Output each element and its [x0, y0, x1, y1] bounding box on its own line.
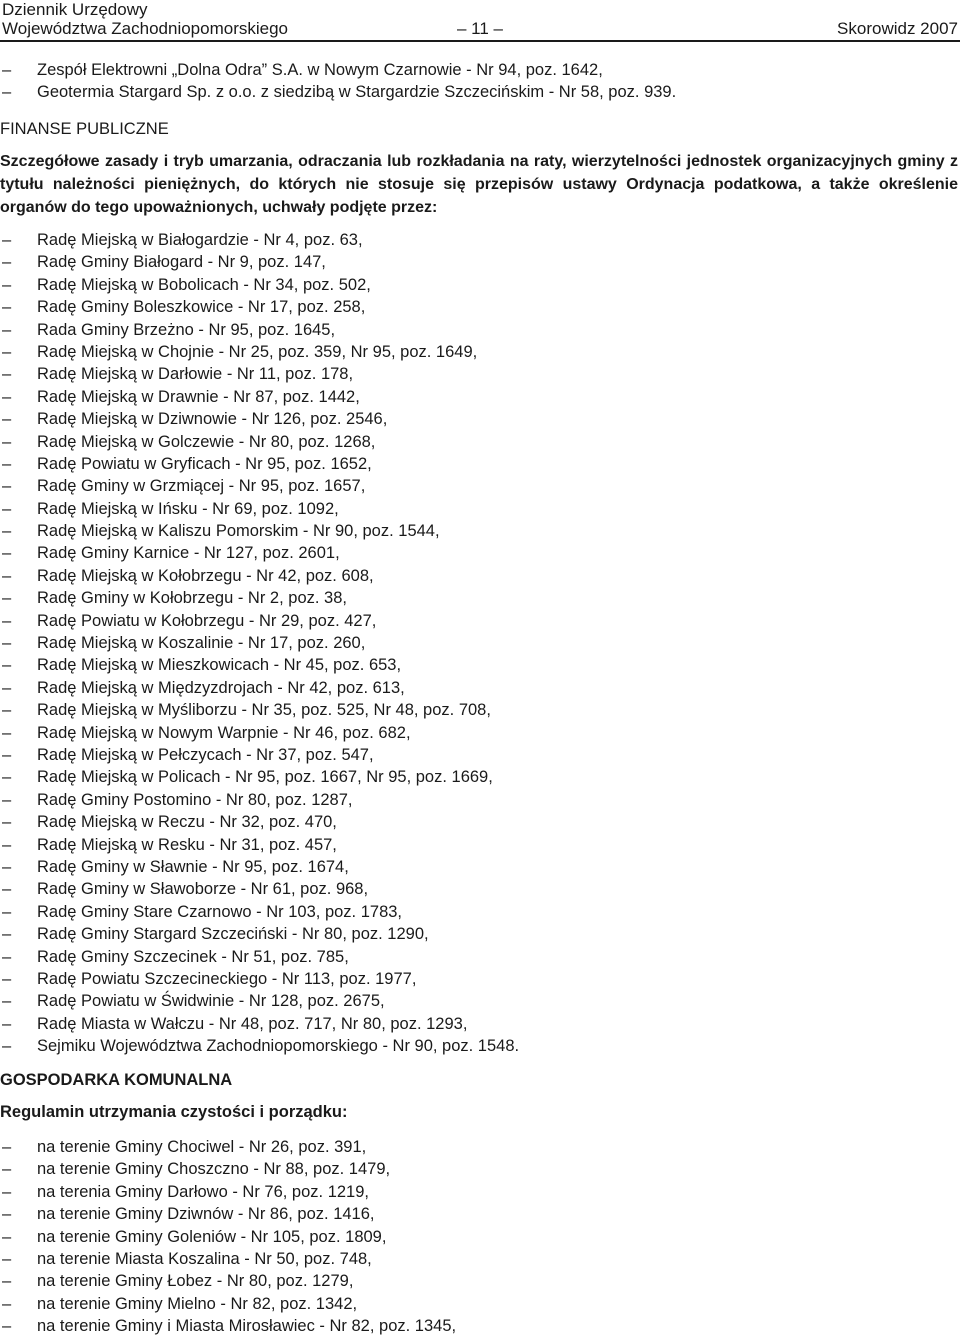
list-item-text: na terenie Gminy Mielno - Nr 82, poz. 1342, [37, 1294, 358, 1313]
dash-bullet: – [2, 253, 12, 272]
dash-bullet: – [2, 83, 12, 102]
section-title-finanse: FINANSE PUBLICZNE [0, 120, 169, 138]
dash-bullet: – [2, 947, 12, 966]
finanse-paragraph-block [0, 150, 960, 219]
gospodarka-list-block [0, 1136, 960, 1338]
page-number: – 11 – [456, 19, 503, 38]
list-item [0, 654, 960, 676]
list-item [0, 386, 960, 408]
list-item-text: na terenie Gminy Choszczno - Nr 88, poz. 1479, [37, 1160, 391, 1179]
dash-bullet: – [2, 298, 12, 317]
dash-bullet: – [2, 678, 12, 697]
list-item [0, 1181, 960, 1203]
dash-bullet: – [2, 499, 12, 518]
list-item [0, 901, 960, 923]
list-item [0, 856, 960, 878]
list-item [0, 722, 960, 744]
dash-bullet: – [2, 320, 12, 339]
list-item [0, 59, 960, 81]
region-title: Województwa Zachodniopomorskiego [2, 19, 289, 38]
dash-bullet: – [2, 275, 12, 294]
index-title: Skorowidz 2007 [837, 19, 958, 38]
dash-bullet: – [2, 522, 12, 541]
list-item [0, 610, 960, 632]
list-item [0, 1158, 960, 1180]
finanse-paragraph: Szczegółowe zasady i tryb umarzania, odraczania lub rozkładania na raty, wierzytelności jednostek organizacyjnych gminy z tytułu należności pieniężnych, do których nie stosuje się przepisów ustawy Ordynacja podatkowa, a także określenie organów do tego upoważnionych, uchwały podjęte przez: [0, 153, 958, 216]
dash-bullet: – [2, 857, 12, 876]
intro-list [0, 59, 960, 104]
list-item-text: Zespół Elektrowni „Dolna Odra” S.A. w Nowym Czarnowie - Nr 94, poz. 1642, [37, 61, 603, 79]
list-item [0, 363, 960, 385]
list-item-text: Radę Miejską w Kołobrzegu - Nr 42, poz. 608, [37, 566, 374, 585]
list-item-text: na terenie Gminy Goleniów - Nr 105, poz. 1809, [37, 1227, 387, 1246]
list-item-text: Radę Miejską w Białogardzie - Nr 4, poz. 63, [37, 231, 363, 249]
dash-bullet: – [2, 835, 12, 854]
list-item [0, 878, 960, 900]
dash-bullet: – [2, 1227, 12, 1246]
dash-bullet: – [2, 1160, 12, 1179]
dash-bullet: – [2, 634, 12, 653]
dash-bullet: – [2, 1205, 12, 1224]
list-item [0, 81, 960, 103]
list-item-text: Radę Miejską w Nowym Warpnie - Nr 46, poz. 682, [37, 723, 411, 742]
list-item-text: Radę Gminy Białogard - Nr 9, poz. 147, [37, 253, 326, 272]
list-item-text: Radę Powiatu Szczecineckiego - Nr 113, poz. 1977, [37, 969, 417, 988]
list-item [0, 1035, 960, 1057]
list-item [0, 1315, 960, 1337]
list-item [0, 766, 960, 788]
dash-bullet: – [2, 790, 12, 809]
dash-bullet: – [2, 723, 12, 742]
list-item [0, 498, 960, 520]
list-item-text: Radę Gminy w Kołobrzegu - Nr 2, poz. 38, [37, 589, 347, 608]
list-item-text: Radę Miejską w Ińsku - Nr 69, poz. 1092, [37, 499, 339, 518]
finanse-list [0, 229, 960, 1057]
list-item [0, 453, 960, 475]
list-item [0, 968, 960, 990]
gospodarka-subtitle-block [0, 1101, 960, 1123]
dash-bullet: – [2, 387, 12, 406]
dash-bullet: – [2, 880, 12, 899]
list-item-text: Radę Gminy Postomino - Nr 80, poz. 1287, [37, 790, 353, 809]
list-item [0, 229, 960, 251]
list-item [0, 520, 960, 542]
list-item [0, 789, 960, 811]
list-item [0, 923, 960, 945]
dash-bullet: – [2, 566, 12, 585]
list-item-text: Radę Miejską w Międzyzdrojach - Nr 42, poz. 613, [37, 678, 405, 697]
list-item-text: Sejmiku Województwa Zachodniopomorskiego - Nr 90, poz. 1548. [37, 1037, 520, 1056]
dash-bullet: – [2, 432, 12, 451]
section-title-gospodarka: GOSPODARKA KOMUNALNA [0, 1071, 233, 1089]
dash-bullet: – [2, 1317, 12, 1336]
finanse-list-block [0, 229, 960, 1057]
list-item [0, 274, 960, 296]
dash-bullet: – [2, 544, 12, 563]
dash-bullet: – [2, 365, 12, 384]
dash-bullet: – [2, 768, 12, 787]
list-item [0, 811, 960, 833]
dash-bullet: – [2, 611, 12, 630]
list-item [0, 1270, 960, 1292]
list-item-text: Radę Gminy Stare Czarnowo - Nr 103, poz. 1783, [37, 902, 403, 921]
dash-bullet: – [2, 1272, 12, 1291]
list-item [0, 946, 960, 968]
dash-bullet: – [2, 992, 12, 1011]
list-item [0, 1248, 960, 1270]
list-item-text: Radę Miasta w Wałczu - Nr 48, poz. 717, Nr 80, poz. 1293, [37, 1014, 468, 1033]
list-item [0, 699, 960, 721]
list-item-text: Geotermia Stargard Sp. z o.o. z siedzibą w Stargardzie Szczecińskim - Nr 58, poz. 939. [37, 83, 677, 102]
list-item-text: Radę Miejską w Golczewie - Nr 80, poz. 1268, [37, 432, 376, 451]
dash-bullet: – [2, 1294, 12, 1313]
list-item-text: Radę Gminy Karnice - Nr 127, poz. 2601, [37, 544, 340, 563]
list-item-text: Radę Miejską w Drawnie - Nr 87, poz. 1442, [37, 387, 360, 406]
dash-bullet: – [2, 1182, 12, 1201]
list-item [0, 408, 960, 430]
list-item-text: Radę Miejską w Resku - Nr 31, poz. 457, [37, 835, 337, 854]
dash-bullet: – [2, 925, 12, 944]
journal-title: Dziennik Urzędowy [2, 0, 148, 19]
dash-bullet: – [2, 589, 12, 608]
dash-bullet: – [2, 342, 12, 361]
list-item [0, 1226, 960, 1248]
list-item [0, 834, 960, 856]
dash-bullet: – [2, 410, 12, 429]
list-item [0, 990, 960, 1012]
list-item [0, 431, 960, 453]
dash-bullet: – [2, 902, 12, 921]
list-item [0, 1013, 960, 1035]
list-item-text: Radę Miejską w Policach - Nr 95, poz. 1667, Nr 95, poz. 1669, [37, 768, 493, 787]
list-item [0, 341, 960, 363]
list-item-text: na terenie Gminy Dziwnów - Nr 86, poz. 1416, [37, 1205, 375, 1224]
list-item-text: Radę Powiatu w Kołobrzegu - Nr 29, poz. 427, [37, 611, 377, 630]
gospodarka-subtitle: Regulamin utrzymania czystości i porządku: [0, 1103, 348, 1121]
gospodarka-list [0, 1136, 960, 1338]
list-item-text: Radę Miejską w Dziwnowie - Nr 126, poz. 2546, [37, 410, 388, 429]
list-item-text: Radę Gminy Stargard Szczeciński - Nr 80, poz. 1290, [37, 925, 429, 944]
list-item-text: Radę Miejską w Myśliborzu - Nr 35, poz. 525, Nr 48, poz. 708, [37, 701, 491, 720]
list-item-text: Radę Gminy Szczecinek - Nr 51, poz. 785, [37, 947, 349, 966]
dash-bullet: – [2, 656, 12, 675]
list-item [0, 1203, 960, 1225]
list-item-text: Radę Powiatu w Gryficach - Nr 95, poz. 1652, [37, 454, 372, 473]
list-item [0, 1136, 960, 1158]
list-item-text: Radę Miejską w Darłowie - Nr 11, poz. 178, [37, 365, 354, 384]
list-item [0, 251, 960, 273]
dash-bullet: – [2, 701, 12, 720]
dash-bullet: – [2, 231, 12, 249]
list-item [0, 744, 960, 766]
list-item [0, 542, 960, 564]
list-item-text: na terenie Gminy i Miasta Mirosławiec - Nr 82, poz. 1345, [37, 1317, 457, 1336]
list-item-text: Radę Gminy w Sławnie - Nr 95, poz. 1674, [37, 857, 349, 876]
dash-bullet: – [2, 969, 12, 988]
list-item [0, 475, 960, 497]
list-item-text: Radę Miejską w Bobolicach - Nr 34, poz. 502, [37, 275, 371, 294]
dash-bullet: – [2, 1037, 12, 1056]
dash-bullet: – [2, 477, 12, 496]
list-item-text: Radę Miejską w Mieszkowicach - Nr 45, poz. 653, [37, 656, 402, 675]
finanse-section [0, 118, 960, 140]
dash-bullet: – [2, 1138, 12, 1156]
dash-bullet: – [2, 454, 12, 473]
list-item [0, 632, 960, 654]
page-header [0, 0, 960, 42]
dash-bullet: – [2, 1014, 12, 1033]
list-item-text: na terenia Gminy Darłowo - Nr 76, poz. 1219, [37, 1182, 369, 1201]
list-item-text: Radę Miejską w Reczu - Nr 32, poz. 470, [37, 813, 337, 832]
list-item-text: Radę Miejską w Pełczycach - Nr 37, poz. 547, [37, 745, 374, 764]
list-item-text: na terenie Miasta Koszalina - Nr 50, poz. 748, [37, 1249, 372, 1268]
list-item [0, 1293, 960, 1315]
gospodarka-section [0, 1069, 960, 1091]
list-item [0, 677, 960, 699]
list-item-text: Radę Gminy Boleszkowice - Nr 17, poz. 258, [37, 298, 366, 317]
dash-bullet: – [2, 61, 12, 79]
list-item-text: Rada Gminy Brzeżno - Nr 95, poz. 1645, [37, 320, 336, 339]
dash-bullet: – [2, 813, 12, 832]
list-item [0, 319, 960, 341]
list-item-text: Radę Gminy w Grzmiącej - Nr 95, poz. 1657, [37, 477, 366, 496]
dash-bullet: – [2, 1249, 12, 1268]
list-item-text: Radę Miejską w Koszalinie - Nr 17, poz. 260, [37, 634, 366, 653]
list-item-text: na terenie Gminy Łobez - Nr 80, poz. 1279, [37, 1272, 354, 1291]
list-item [0, 587, 960, 609]
list-item [0, 296, 960, 318]
list-item-text: Radę Miejską w Kaliszu Pomorskim - Nr 90, poz. 1544, [37, 522, 440, 541]
list-item-text: na terenie Gminy Chociwel - Nr 26, poz. 391, [37, 1138, 367, 1156]
list-item-text: Radę Powiatu w Świdwinie - Nr 128, poz. 2675, [37, 992, 385, 1011]
intro-list-block [0, 59, 960, 104]
dash-bullet: – [2, 745, 12, 764]
list-item-text: Radę Gminy w Sławoborze - Nr 61, poz. 968, [37, 880, 369, 899]
list-item-text: Radę Miejską w Chojnie - Nr 25, poz. 359, Nr 95, poz. 1649, [37, 342, 478, 361]
list-item [0, 565, 960, 587]
